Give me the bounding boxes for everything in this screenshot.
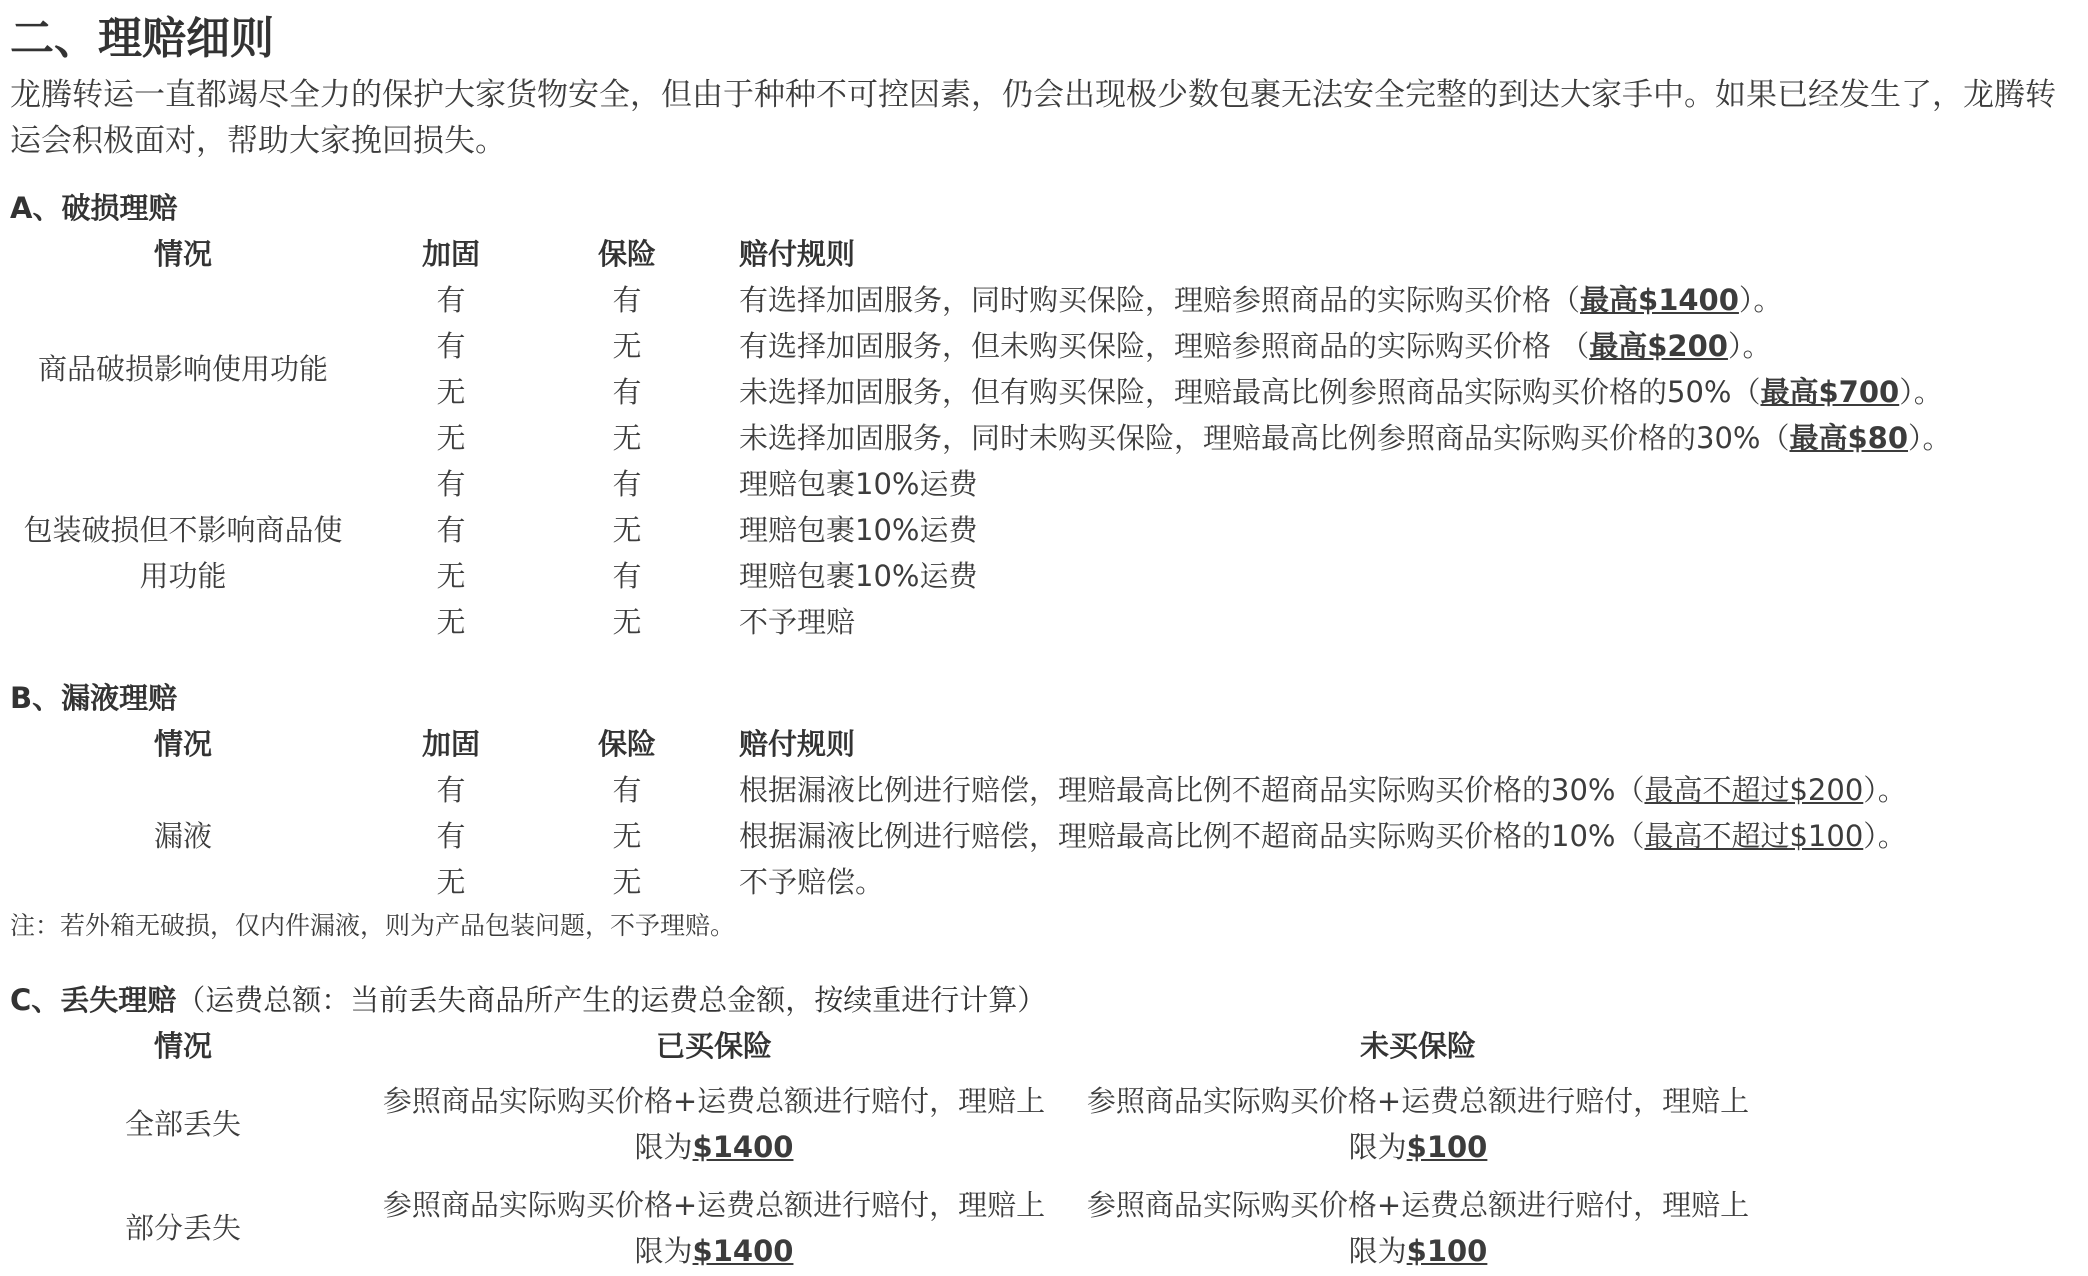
table-cell-rule: 理赔包裹10%运费 — [739, 559, 978, 593]
table-cell-rule: 理赔包裹10%运费 — [739, 513, 978, 547]
table-cell-uninsured: 参照商品实际购买价格+运费总额进行赔付，理赔上 限为$100 — [1086, 1188, 1750, 1268]
section-c-header-uninsured: 未买保险 — [1359, 1029, 1477, 1063]
table-cell-insurance: 有 — [612, 283, 642, 317]
table-cell-insurance: 无 — [612, 421, 642, 455]
table-cell-reinforce: 无 — [436, 375, 466, 409]
section-a-situation-package-damage-line2: 用功能 — [139, 559, 227, 593]
section-c-header-situation: 情况 — [153, 1029, 213, 1063]
cap-amount: 最高$1400 — [1580, 283, 1739, 317]
table-cell-rule: 不予理赔 — [739, 605, 856, 639]
section-c-header-insured: 已买保险 — [655, 1029, 773, 1063]
cap-amount: $1400 — [692, 1234, 794, 1268]
cap-amount: $100 — [1406, 1234, 1488, 1268]
section-b-header-rule: 赔付规则 — [739, 727, 856, 761]
section-b-header-insurance: 保险 — [597, 727, 657, 761]
table-cell-rule: 不予赔偿。 — [739, 865, 885, 899]
table-cell-insurance: 有 — [612, 467, 642, 501]
cap-amount: 最高不超过$100 — [1644, 819, 1864, 853]
section-b-header-reinforce: 加固 — [421, 727, 481, 761]
table-cell-reinforce: 有 — [436, 467, 466, 501]
cap-amount: $100 — [1406, 1130, 1488, 1164]
table-cell-rule: 未选择加固服务，同时未购买保险，理赔最高比例参照商品实际购买价格的30%（最高$80）。 — [739, 421, 1952, 455]
section-b-note: 注：若外箱无破损，仅内件漏液，则为产品包装问题，不予理赔。 — [10, 911, 736, 940]
section-c-situation-total-loss: 全部丢失 — [124, 1107, 242, 1141]
section-a-situation-package-damage-line1: 包装破损但不影响商品使 — [23, 513, 343, 547]
table-cell-reinforce: 无 — [436, 421, 466, 455]
table-cell-reinforce: 有 — [436, 819, 466, 853]
table-cell-reinforce: 无 — [436, 865, 466, 899]
section-a-title: A、破损理赔 — [10, 191, 178, 225]
section-b-header-situation: 情况 — [153, 727, 213, 761]
table-cell-reinforce: 有 — [436, 329, 466, 363]
table-cell-insurance: 有 — [612, 375, 642, 409]
table-cell-rule: 理赔包裹10%运费 — [739, 467, 978, 501]
table-cell-rule: 根据漏液比例进行赔偿，理赔最高比例不超商品实际购买价格的30%（最高不超过$200）。 — [739, 773, 1907, 807]
table-cell-rule: 有选择加固服务，同时购买保险，理赔参照商品的实际购买价格（最高$1400）。 — [739, 283, 1783, 317]
section-c-title: C、丢失理赔（运费总额：当前丢失商品所产生的运费总金额，按续重进行计算） — [10, 983, 1047, 1017]
cap-amount: 最高$200 — [1589, 329, 1728, 363]
section-a-header-rule: 赔付规则 — [739, 237, 856, 271]
table-cell-rule: 有选择加固服务，但未购买保险，理赔参照商品的实际购买价格 （最高$200）。 — [739, 329, 1772, 363]
table-cell-rule: 根据漏液比例进行赔偿，理赔最高比例不超商品实际购买价格的10%（最高不超过$100）。 — [739, 819, 1907, 853]
section-a-header-insurance: 保险 — [597, 237, 657, 271]
table-cell-insurance: 无 — [612, 513, 642, 547]
table-cell-reinforce: 有 — [436, 773, 466, 807]
table-cell-insurance: 无 — [612, 865, 642, 899]
table-cell-insurance: 无 — [612, 819, 642, 853]
section-b-title: B、漏液理赔 — [10, 681, 178, 715]
table-cell-reinforce: 有 — [436, 513, 466, 547]
table-cell-insurance: 有 — [612, 773, 642, 807]
table-cell-insurance: 无 — [612, 605, 642, 639]
table-cell-rule: 未选择加固服务，但有购买保险，理赔最高比例参照商品实际购买价格的50%（最高$700）。 — [739, 375, 1943, 409]
cap-amount: 最高$80 — [1789, 421, 1909, 455]
page-title: 二、理赔细则 — [10, 13, 274, 64]
table-cell-uninsured: 参照商品实际购买价格+运费总额进行赔付，理赔上 限为$100 — [1086, 1084, 1750, 1164]
table-cell-reinforce: 有 — [436, 283, 466, 317]
section-b-situation-leak: 漏液 — [153, 819, 213, 853]
table-cell-insured: 参照商品实际购买价格+运费总额进行赔付，理赔上 限为$1400 — [382, 1188, 1046, 1268]
section-a-header-situation: 情况 — [153, 237, 213, 271]
section-c-situation-partial-loss: 部分丢失 — [124, 1211, 242, 1245]
table-cell-insured: 参照商品实际购买价格+运费总额进行赔付，理赔上 限为$1400 — [382, 1084, 1046, 1164]
table-cell-insurance: 有 — [612, 559, 642, 593]
section-a-situation-functional-damage: 商品破损影响使用功能 — [37, 352, 329, 386]
table-cell-reinforce: 无 — [436, 605, 466, 639]
section-c-subtitle: （运费总额：当前丢失商品所产生的运费总金额，按续重进行计算） — [176, 983, 1047, 1017]
table-cell-reinforce: 无 — [436, 559, 466, 593]
table-cell-insurance: 无 — [612, 329, 642, 363]
intro-paragraph: 龙腾转运一直都竭尽全力的保护大家货物安全，但由于种种不可控因素，仍会出现极少数包裹无法安全完整的到达大家手中。如果已经发生了，龙腾转运会积极面对，帮助大家挽回损失。 — [10, 77, 2056, 159]
cap-amount: $1400 — [692, 1130, 794, 1164]
cap-amount: 最高不超过$200 — [1644, 773, 1864, 807]
cap-amount: 最高$700 — [1760, 375, 1900, 409]
section-a-header-reinforce: 加固 — [421, 237, 481, 271]
